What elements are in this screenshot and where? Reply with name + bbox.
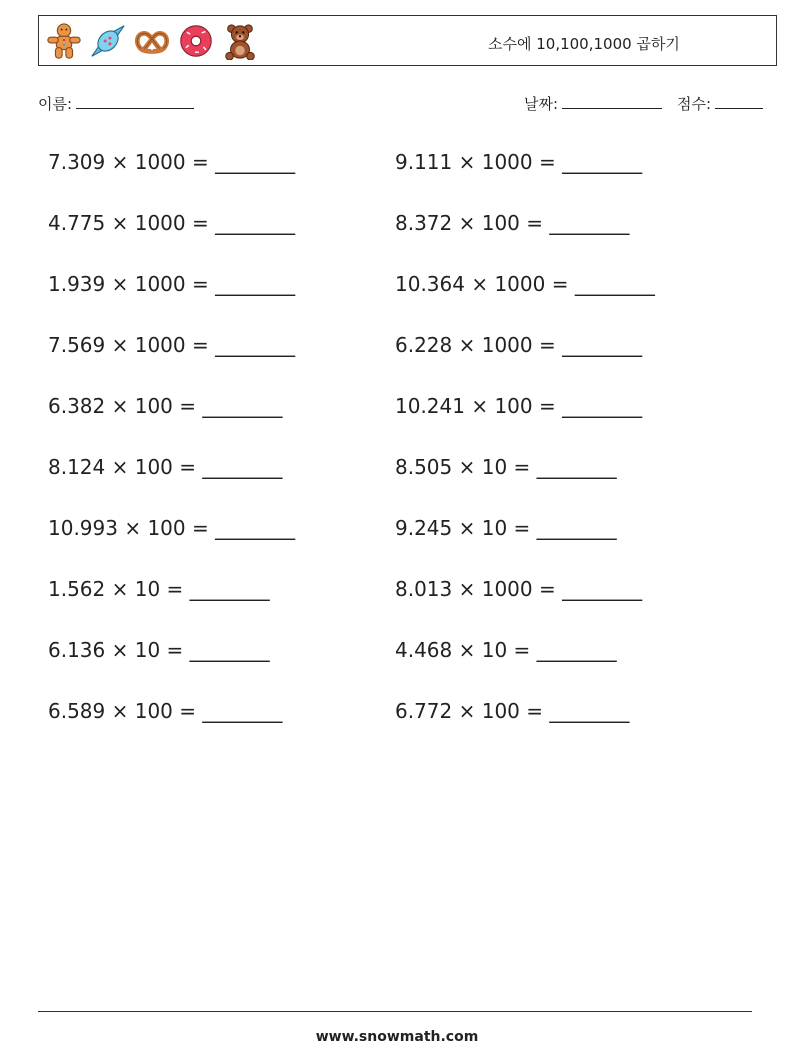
problem-5: 1.939 × 1000 = ________ xyxy=(48,272,296,296)
worksheet-title: 소수에 10,100,1000 곱하기 xyxy=(488,35,680,53)
score-field xyxy=(677,93,763,114)
problem-10: 10.241 × 100 = ________ xyxy=(395,394,643,418)
problem-4: 8.372 × 100 = ________ xyxy=(395,211,630,235)
problem-2: 9.111 × 1000 = ________ xyxy=(395,150,643,174)
problem-16: 8.013 × 1000 = ________ xyxy=(395,577,643,601)
problem-12: 8.505 × 10 = ________ xyxy=(395,455,617,479)
gingerbread-icon xyxy=(45,22,83,60)
problem-9: 6.382 × 100 = ________ xyxy=(48,394,283,418)
problem-19: 6.589 × 100 = ________ xyxy=(48,699,283,723)
teddy-bear-icon xyxy=(221,22,259,60)
name-field xyxy=(38,93,194,114)
problem-15: 1.562 × 10 = ________ xyxy=(48,577,270,601)
problem-1: 7.309 × 1000 = ________ xyxy=(48,150,296,174)
footer-site[interactable]: www.snowmath.com xyxy=(315,1029,479,1045)
problem-6: 10.364 × 1000 = ________ xyxy=(395,272,655,296)
problem-8: 6.228 × 1000 = ________ xyxy=(395,333,643,357)
problem-20: 6.772 × 100 = ________ xyxy=(395,699,630,723)
problem-3: 4.775 × 1000 = ________ xyxy=(48,211,296,235)
problem-17: 6.136 × 10 = ________ xyxy=(48,638,270,662)
date-blank[interactable] xyxy=(562,94,662,109)
date-label: 날짜: xyxy=(524,95,559,113)
candy-icon xyxy=(89,22,127,60)
score-blank[interactable] xyxy=(715,94,763,109)
name-blank[interactable] xyxy=(76,94,194,109)
pretzel-icon xyxy=(133,22,171,60)
problem-7: 7.569 × 1000 = ________ xyxy=(48,333,296,357)
date-field xyxy=(524,93,662,114)
problem-14: 9.245 × 10 = ________ xyxy=(395,516,617,540)
name-label: 이름: xyxy=(38,95,73,113)
problem-11: 8.124 × 100 = ________ xyxy=(48,455,283,479)
worksheet-header xyxy=(38,15,777,66)
header-icons xyxy=(45,22,259,60)
problem-18: 4.468 × 10 = ________ xyxy=(395,638,617,662)
footer-divider xyxy=(38,1011,752,1012)
problem-13: 10.993 × 100 = ________ xyxy=(48,516,296,540)
score-label: 점수: xyxy=(677,95,712,113)
donut-icon xyxy=(177,22,215,60)
